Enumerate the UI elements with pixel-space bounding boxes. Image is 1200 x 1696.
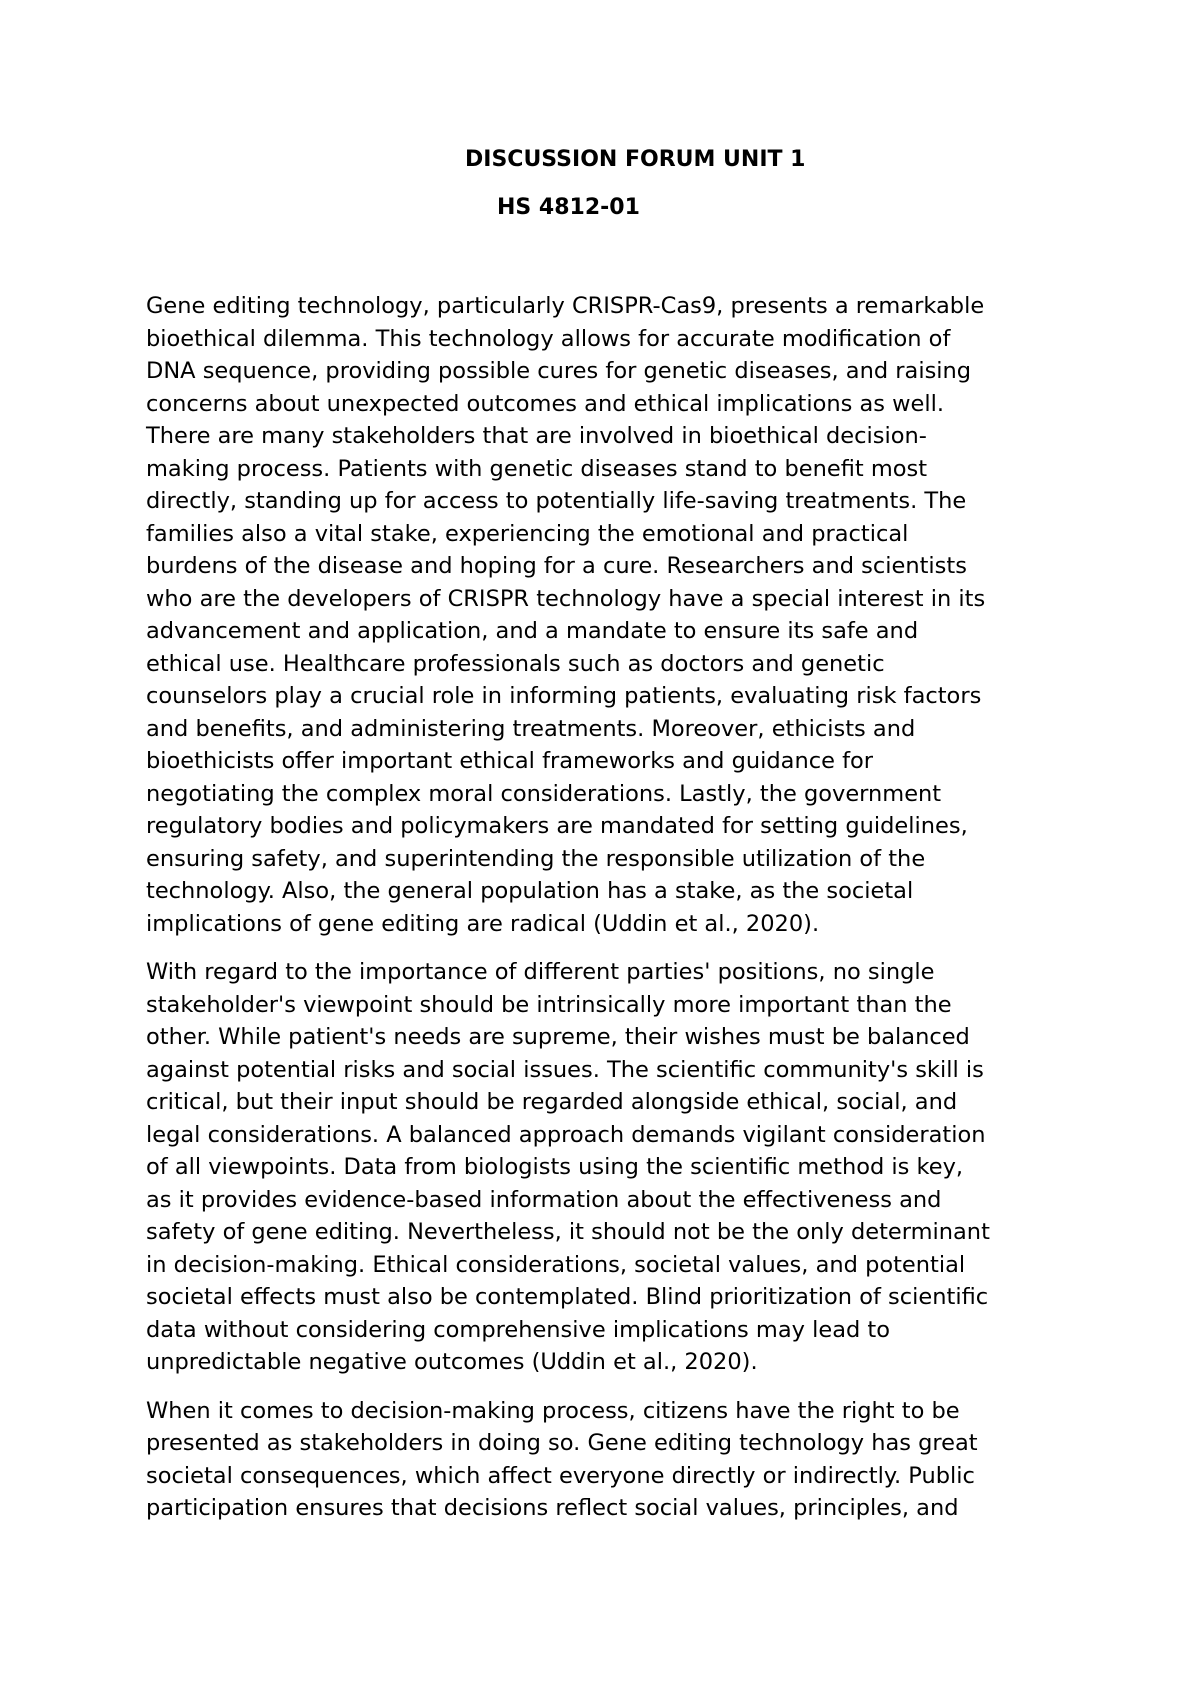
paragraph-line: societal consequences, which affect everyone directly or indirectly. Public xyxy=(146,1462,975,1489)
paragraph xyxy=(146,956,1076,1379)
paragraph-line: families also a vital stake, experiencing the emotional and practical xyxy=(146,520,909,547)
paragraph-line: bioethical dilemma. This technology allows for accurate modification of xyxy=(146,325,951,352)
paragraph-line: against potential risks and social issues. The scientific community's skill is xyxy=(146,1056,984,1083)
paragraph-line: advancement and application, and a mandate to ensure its safe and xyxy=(146,618,919,644)
paragraph-line: making process. Patients with genetic diseases stand to benefit most xyxy=(146,455,928,482)
paragraph-line: DNA sequence, providing possible cures for genetic diseases, and raising xyxy=(146,358,972,384)
paragraph-line: who are the developers of CRISPR technology have a special interest in its xyxy=(146,585,986,612)
paragraph-line: societal effects must also be contemplated. Blind prioritization of scientific xyxy=(146,1284,989,1310)
course-code: HS 4812-01 xyxy=(497,195,640,220)
paragraph-line: presented as stakeholders in doing so. Gene editing technology has great xyxy=(146,1430,978,1456)
paragraph-line: participation ensures that decisions reflect social values, principles, and xyxy=(146,1495,959,1521)
document-body xyxy=(146,290,1076,1525)
paragraph-line: stakeholder's viewpoint should be intrinsically more important than the xyxy=(146,991,952,1018)
paragraph-line: There are many stakeholders that are involved in bioethical decision- xyxy=(146,423,927,449)
paragraph-line: concerns about unexpected outcomes and ethical implications as well. xyxy=(146,390,945,417)
paragraph-line: regulatory bodies and policymakers are mandated for setting guidelines, xyxy=(146,813,968,839)
document-title: DISCUSSION FORUM UNIT 1 xyxy=(465,147,806,172)
paragraph-line: bioethicists offer important ethical frameworks and guidance for xyxy=(146,748,874,774)
paragraph-line: other. While patient's needs are supreme, their wishes must be balanced xyxy=(146,1024,970,1050)
paragraph xyxy=(146,290,1076,940)
paragraph-line: in decision-making. Ethical considerations, societal values, and potential xyxy=(146,1251,966,1278)
paragraph-line: safety of gene editing. Nevertheless, it should not be the only determinant xyxy=(146,1219,990,1245)
paragraph-line: implications of gene editing are radical (Uddin et al., 2020). xyxy=(146,910,820,937)
paragraph-line: ensuring safety, and superintending the responsible utilization of the xyxy=(146,845,926,872)
paragraph-line: counselors play a crucial role in informing patients, evaluating risk factors xyxy=(146,683,982,709)
paragraph-line: as it provides evidence-based information about the effectiveness and xyxy=(146,1186,942,1213)
paragraph-line: When it comes to decision-making process, citizens have the right to be xyxy=(146,1397,960,1424)
paragraph-line: directly, standing up for access to potentially life-saving treatments. The xyxy=(146,488,967,514)
paragraph-line: critical, but their input should be regarded alongside ethical, social, and xyxy=(146,1089,958,1115)
paragraph-line: Gene editing technology, particularly CRISPR-Cas9, presents a remarkable xyxy=(146,293,985,319)
paragraph-line: data without considering comprehensive implications may lead to xyxy=(146,1316,891,1343)
paragraph-line: burdens of the disease and hoping for a cure. Researchers and scientists xyxy=(146,553,967,579)
paragraph xyxy=(146,1395,1076,1525)
paragraph-line: With regard to the importance of different parties' positions, no single xyxy=(146,959,935,985)
paragraph-line: unpredictable negative outcomes (Uddin et al., 2020). xyxy=(146,1349,758,1375)
paragraph-line: legal considerations. A balanced approach demands vigilant consideration xyxy=(146,1121,986,1148)
paragraph-line: technology. Also, the general population has a stake, as the societal xyxy=(146,878,914,904)
paragraph-line: of all viewpoints. Data from biologists using the scientific method is key, xyxy=(146,1154,964,1180)
paragraph-line: and benefits, and administering treatments. Moreover, ethicists and xyxy=(146,715,916,742)
paragraph-line: negotiating the complex moral considerations. Lastly, the government xyxy=(146,780,942,807)
paragraph-line: ethical use. Healthcare professionals such as doctors and genetic xyxy=(146,650,885,677)
